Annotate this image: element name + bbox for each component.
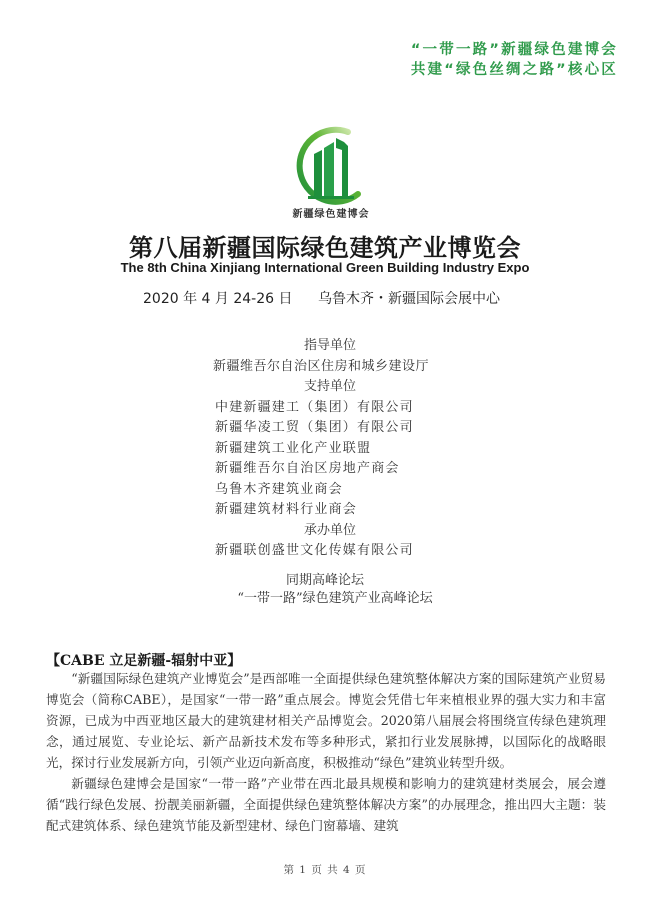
supporting-unit: 乌鲁木齐建筑业商会	[215, 481, 343, 497]
slogan-line-1: “一带一路”新疆绿色建博会	[410, 42, 618, 58]
page-subtitle-english: The 8th China Xinjiang International Green Building Industry Expo	[120, 260, 530, 275]
section-heading: 【CABE 立足新疆-辐射中亚】	[46, 653, 242, 669]
paragraph: “新疆国际绿色建筑产业博览会”是西部唯一全面提供绿色建筑整体解决方案的国际建筑产业贸易博览会（简称CABE），是国家“一带一路”重点展会。博览会凭借七年来植根业界的强大实力和丰富资源，已成为中西亚地区最大的建筑建材相关产品博览会。2020第八届展会将围绕宣传绿色建筑理念，通过展览、专业论坛、新产品新技术发布等多种形式，紧扣行业发展脉搏，以国际化的战略眼光，探讨行业发展新方向，引领产业迈向新高度，积极推动“绿色”建筑业转型升级。	[46, 671, 606, 770]
forum-name: “一带一路”绿色建筑产业高峰论坛	[237, 591, 433, 606]
supporting-unit-heading: 支持单位	[303, 379, 356, 394]
guiding-unit-heading: 指导单位	[303, 338, 356, 353]
host-unit-heading: 承办单位	[303, 522, 356, 538]
host-unit: 新疆联创盛世文化传媒有限公司	[215, 543, 414, 558]
paragraph: 新疆绿色建博会是国家“一带一路”产业带在西北最具规模和影响力的建筑建材类展会，展会遵循“践行绿色发展、扮靓美丽新疆，全面提供绿色建筑整体解决方案”的办展理念，推出四大主题：装配式建筑体系、绿色建筑节能及新型建材、绿色门窗幕墙、建筑	[46, 776, 606, 833]
supporting-unit: 新疆建筑工业化产业联盟	[215, 440, 372, 456]
section-body	[46, 668, 606, 836]
organizers-list	[0, 336, 650, 562]
slogan-line-2: 共建“绿色丝绸之路”核心区	[410, 62, 618, 78]
supporting-unit: 新疆华凌工贸（集团）有限公司	[215, 420, 414, 435]
slogan-block	[411, 40, 618, 80]
logo-caption: 新疆绿色建博会	[292, 209, 370, 220]
supporting-unit: 新疆建筑材料行业商会	[215, 502, 358, 517]
page-title: 第八届新疆国际绿色建筑产业博览会	[129, 233, 521, 262]
supporting-unit: 中建新疆建工（集团）有限公司	[215, 399, 414, 415]
event-date: 2020 年 4 月 24-26 日	[143, 291, 293, 307]
page-footer: 第 1 页 共 4 页	[283, 864, 367, 876]
forum-block	[0, 572, 650, 608]
event-venue: 乌鲁木齐・新疆国际会展中心	[318, 291, 500, 307]
forum-heading: 同期高峰论坛	[285, 573, 364, 588]
supporting-unit: 新疆维吾尔自治区房地产商会	[215, 461, 400, 476]
guiding-unit: 新疆维吾尔自治区住房和城乡建设厅	[213, 358, 430, 374]
